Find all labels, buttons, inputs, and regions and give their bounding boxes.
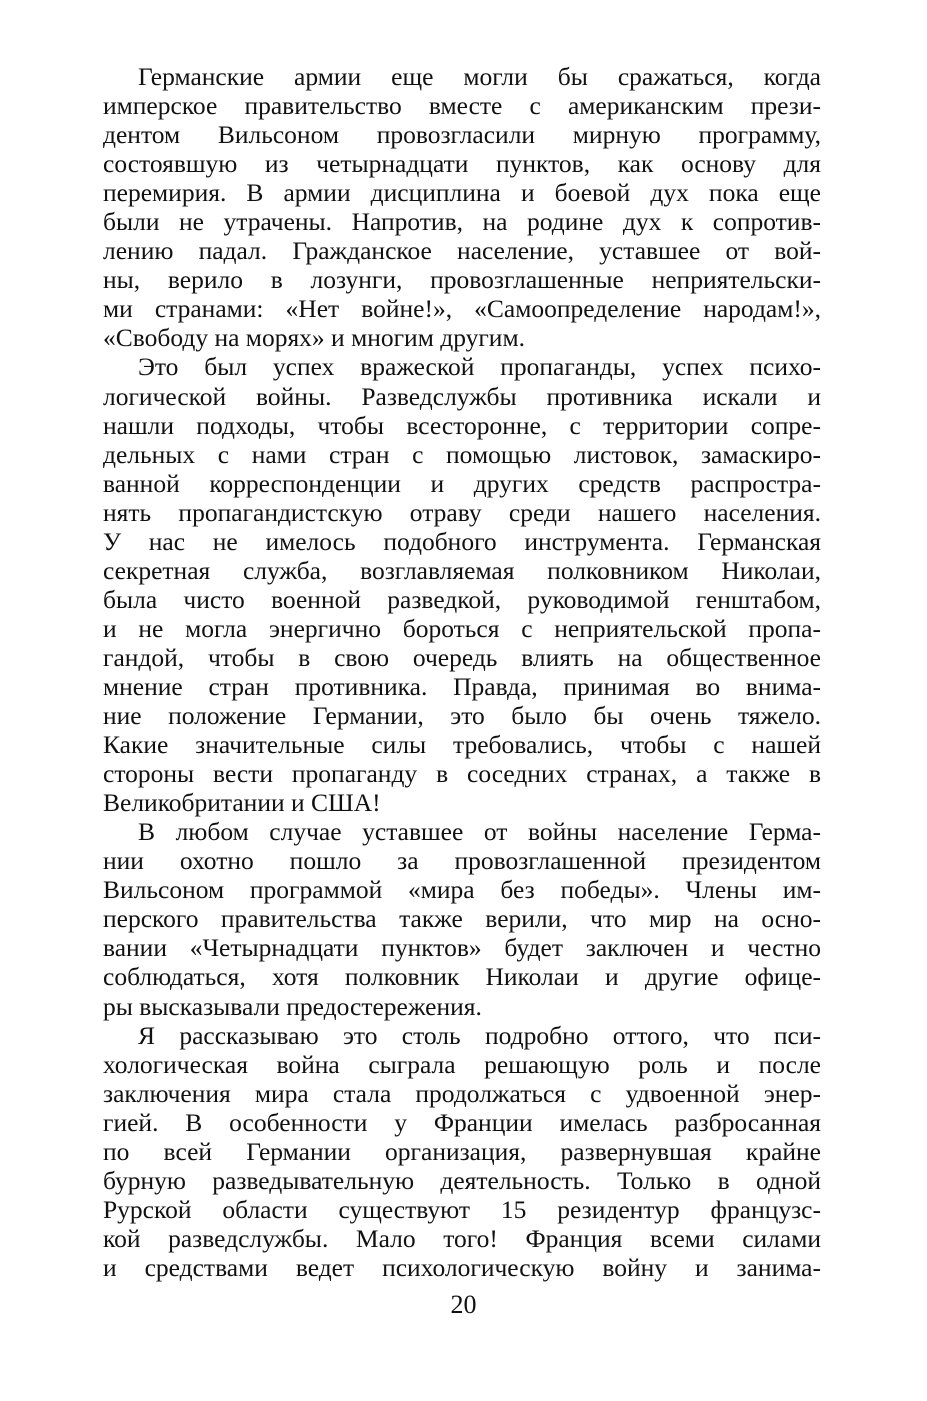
text-line: Рурской области существуют 15 резидентур французс- bbox=[103, 1194, 821, 1224]
text-line: ны, верило в лозунги, провозглашенные неприятельски- bbox=[103, 265, 821, 295]
text-line: состоявшую из четырнадцати пунктов, как основу для bbox=[103, 149, 821, 179]
text-line: ние положение Германии, это было бы очень тяжело. bbox=[103, 701, 821, 731]
text-line: и не могла энергично бороться с неприятельской пропа- bbox=[103, 613, 821, 643]
text-line: гандой, чтобы в свою очередь влиять на общественное bbox=[103, 642, 821, 672]
text-line: заключения мира стала продолжаться с удвоенной энер- bbox=[103, 1078, 821, 1108]
paragraph bbox=[103, 352, 821, 817]
text-line: были не утрачены. Напротив, на родине дух к сопротив- bbox=[103, 207, 821, 237]
text-line: Я рассказываю это столь подробно оттого, что пси- bbox=[138, 1020, 821, 1050]
text-line: дельных с нами стран с помощью листовок, замаскиро- bbox=[103, 439, 821, 469]
text-line: секретная служба, возглавляемая полковником Николаи, bbox=[103, 555, 821, 585]
text-line: нашли подходы, чтобы всесторонне, с территории сопре- bbox=[103, 410, 821, 440]
text-line: соблюдаться, хотя полковник Николаи и другие офице- bbox=[103, 962, 821, 992]
text-line: У нас не имелось подобного инструмента. Германская bbox=[103, 526, 821, 556]
text-line: Великобритании и США! bbox=[103, 788, 381, 818]
paragraph bbox=[103, 62, 821, 352]
text-line: логической войны. Разведслужбы противника искали и bbox=[103, 381, 821, 411]
text-line: гией. В особенности у Франции имелась разбросанная bbox=[103, 1107, 821, 1137]
text-line: Вильсоном программой «мира без победы». Члены им- bbox=[103, 875, 821, 905]
text-line: хологическая война сыграла решающую роль и после bbox=[103, 1049, 821, 1079]
text-line: нять пропагандистскую отраву среди нашего населения. bbox=[103, 497, 821, 527]
text-line: ванной корреспонденции и других средств распростра- bbox=[103, 468, 821, 498]
text-line: перемирия. В армии дисциплина и боевой дух пока еще bbox=[103, 178, 821, 208]
text-line: дентом Вильсоном провозгласили мирную программу, bbox=[103, 120, 821, 150]
text-line: вании «Четырнадцати пунктов» будет заключен и честно bbox=[103, 933, 821, 963]
text-line: ры высказывали предостережения. bbox=[103, 991, 482, 1021]
text-line: имперское правительство вместе с американским прези- bbox=[103, 91, 821, 121]
text-line: бурную разведывательную деятельность. Только в одной bbox=[103, 1165, 821, 1195]
paragraph bbox=[103, 817, 821, 1020]
text-line: перского правительства также верили, что мир на осно- bbox=[103, 904, 821, 934]
text-line: стороны вести пропаганду в соседних странах, а также в bbox=[103, 759, 821, 789]
page-number: 20 bbox=[450, 1290, 477, 1319]
text-line: и средствами ведет психологическую войну и занима- bbox=[103, 1252, 821, 1282]
text-line: по всей Германии организация, развернувшая крайне bbox=[103, 1136, 821, 1166]
text-line: Какие значительные силы требовались, чтобы с нашей bbox=[103, 730, 821, 760]
text-line: Германские армии еще могли бы сражаться, когда bbox=[138, 62, 821, 91]
text-line: была чисто военной разведкой, руководимой генштабом, bbox=[103, 584, 821, 614]
paragraph bbox=[103, 1021, 821, 1282]
text-line: ми странами: «Нет войне!», «Самоопределение народам!», bbox=[103, 294, 821, 324]
text-line: лению падал. Гражданское население, уставшее от вой- bbox=[103, 236, 821, 266]
text-line: мнение стран противника. Правда, принимая во внима- bbox=[103, 671, 821, 701]
text-line: нии охотно пошло за провозглашенной президентом bbox=[103, 846, 821, 876]
text-line: Это был успех вражеской пропаганды, успех психо- bbox=[138, 352, 821, 382]
body-text bbox=[103, 62, 821, 1282]
text-line: «Свободу на морях» и многим другим. bbox=[103, 323, 525, 353]
text-line: кой разведслужбы. Мало того! Франция всеми силами bbox=[103, 1223, 821, 1253]
text-line: В любом случае уставшее от войны население Герма- bbox=[138, 817, 821, 847]
